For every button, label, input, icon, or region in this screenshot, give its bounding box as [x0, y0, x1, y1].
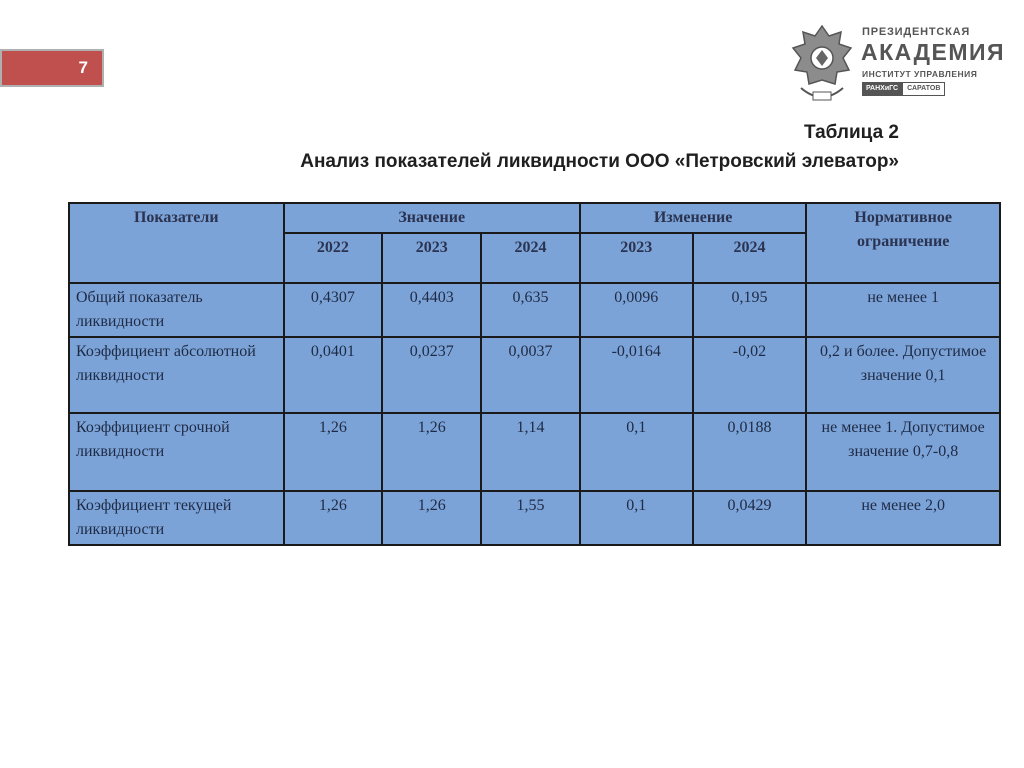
slide-number-badge: [0, 49, 104, 87]
header-value: Значение: [284, 203, 580, 233]
cell-change-2024: 0,0188: [693, 413, 807, 491]
cell-value-2024: 0,635: [481, 283, 580, 337]
table-row: [69, 491, 1000, 545]
header-norm: Нормативное ограничение: [806, 203, 1000, 283]
table-heading: Анализ показателей ликвидности ООО «Петровский элеватор»: [300, 151, 899, 172]
year-value-2022: 2022: [284, 233, 383, 283]
cell-value-2023: 0,4403: [382, 283, 481, 337]
liquidity-table: [68, 202, 1001, 546]
eagle-emblem-icon: [789, 22, 855, 108]
cell-change-2024: -0,02: [693, 337, 807, 413]
year-change-2024: 2024: [693, 233, 807, 283]
cell-value-2022: 0,4307: [284, 283, 383, 337]
year-value-2024: 2024: [481, 233, 580, 283]
cell-change-2023: -0,0164: [580, 337, 693, 413]
cell-value-2024: 0,0037: [481, 337, 580, 413]
row-name: Коэффициент срочной ликвидности: [69, 413, 284, 491]
table-row: [69, 337, 1000, 413]
row-name: Коэффициент текущей ликвидности: [69, 491, 284, 545]
cell-change-2023: 0,1: [580, 413, 693, 491]
cell-value-2024: 1,55: [481, 491, 580, 545]
table-caption: Таблица 2: [803, 122, 899, 143]
academy-logo: [789, 18, 1006, 110]
year-change-2023: 2023: [580, 233, 693, 283]
cell-value-2023: 1,26: [382, 413, 481, 491]
logo-tags: [862, 82, 945, 96]
logo-line-3: ИНСТИТУТ УПРАВЛЕНИЯ: [862, 69, 978, 79]
cell-norm: не менее 1: [806, 283, 1000, 337]
cell-change-2024: 0,195: [693, 283, 807, 337]
row-name: Общий показатель ликвидности: [69, 283, 284, 337]
cell-norm: не менее 2,0: [806, 491, 1000, 545]
header-change: Изменение: [580, 203, 806, 233]
cell-norm: не менее 1. Допустимое значение 0,7-0,8: [806, 413, 1000, 491]
cell-change-2024: 0,0429: [693, 491, 807, 545]
table-title: [300, 118, 899, 176]
logo-line-2: АКАДЕМИЯ: [861, 39, 1006, 65]
slide-number: 7: [78, 58, 88, 77]
header-indicator: Показатели: [69, 203, 284, 283]
row-name: Коэффициент абсолютной ликвидности: [69, 337, 284, 413]
cell-value-2022: 1,26: [284, 491, 383, 545]
cell-value-2022: 0,0401: [284, 337, 383, 413]
header-row: [69, 203, 1000, 233]
cell-change-2023: 0,1: [580, 491, 693, 545]
cell-value-2024: 1,14: [481, 413, 580, 491]
logo-tag-saratov: САРАТОВ: [902, 82, 945, 96]
cell-norm: 0,2 и более. Допустимое значение 0,1: [806, 337, 1000, 413]
logo-line-1: ПРЕЗИДЕНТСКАЯ: [862, 26, 971, 38]
cell-change-2023: 0,0096: [580, 283, 693, 337]
table-row: [69, 283, 1000, 337]
cell-value-2022: 1,26: [284, 413, 383, 491]
logo-tag-ranepa: РАНХиГС: [862, 82, 902, 96]
cell-value-2023: 1,26: [382, 491, 481, 545]
cell-value-2023: 0,0237: [382, 337, 481, 413]
table-row: [69, 413, 1000, 491]
year-value-2023: 2023: [382, 233, 481, 283]
